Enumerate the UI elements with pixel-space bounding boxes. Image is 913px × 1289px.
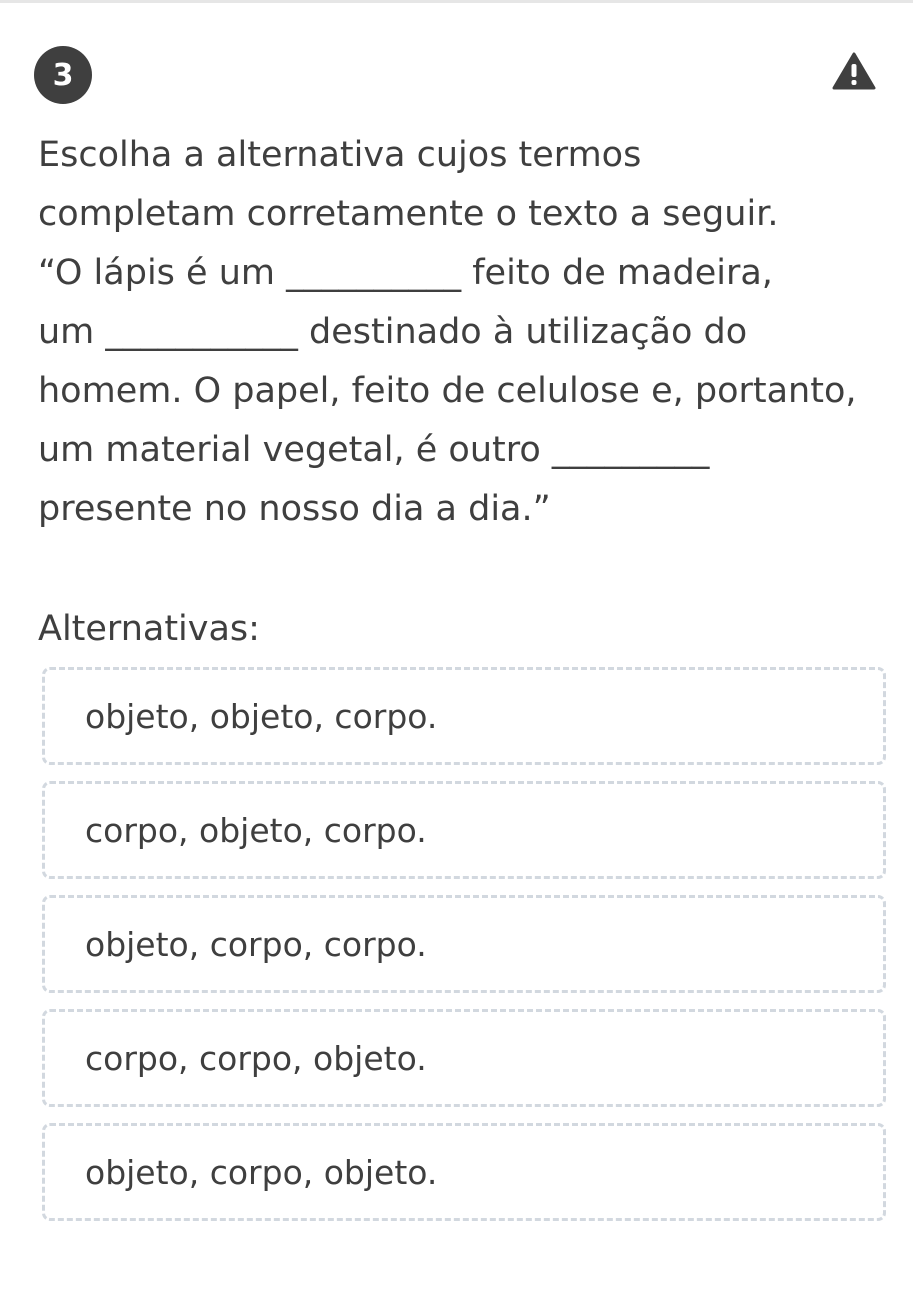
question-line: homem. O papel, feito de celulose e, portanto, xyxy=(38,371,857,411)
question-line: Escolha a alternativa cujos termos xyxy=(38,135,642,175)
alternative-option-2[interactable] xyxy=(42,781,886,879)
warning-icon[interactable] xyxy=(832,52,876,90)
question-line: “O lápis é um __________ feito de madeira, xyxy=(38,253,773,293)
question-line: um ___________ destinado à utilização do xyxy=(38,312,748,352)
alternatives-heading: Alternativas: xyxy=(38,609,260,649)
alternative-label: objeto, objeto, corpo. xyxy=(85,696,438,736)
top-divider xyxy=(0,0,913,3)
alternative-label: corpo, objeto, corpo. xyxy=(85,810,427,850)
alternative-option-1[interactable] xyxy=(42,667,886,765)
question-line: completam corretamente o texto a seguir. xyxy=(38,194,779,234)
alternative-label: corpo, corpo, objeto. xyxy=(85,1038,427,1078)
question-line: presente no nosso dia a dia.” xyxy=(38,489,551,529)
alternative-option-5[interactable] xyxy=(42,1123,886,1221)
alternatives-list xyxy=(42,667,886,1237)
alternative-option-4[interactable] xyxy=(42,1009,886,1107)
alternative-label: objeto, corpo, objeto. xyxy=(85,1152,438,1192)
alternative-label: objeto, corpo, corpo. xyxy=(85,924,427,964)
alternative-option-3[interactable] xyxy=(42,895,886,993)
question-number-badge: 3 xyxy=(34,46,92,104)
question-line: um material vegetal, é outro _________ xyxy=(38,430,710,470)
question-text xyxy=(38,126,898,539)
